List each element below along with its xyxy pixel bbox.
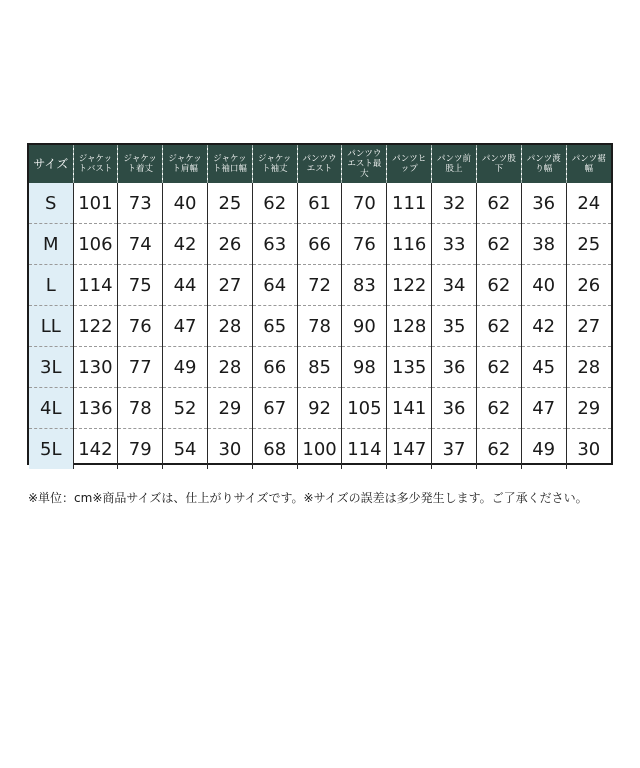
- measurement-cell: 62: [476, 265, 521, 306]
- measurement-cell: 62: [476, 306, 521, 347]
- measurement-cell: 62: [476, 224, 521, 265]
- measurement-cell: 114: [73, 265, 118, 306]
- measurement-cell: 62: [476, 429, 521, 470]
- measurement-cell: 128: [387, 306, 432, 347]
- measurement-cell: 35: [432, 306, 477, 347]
- measurement-cell: 122: [73, 306, 118, 347]
- measurement-cell: 40: [521, 265, 566, 306]
- measurement-cell: 101: [73, 183, 118, 224]
- measurement-cell: 83: [342, 265, 387, 306]
- measurement-cell: 85: [297, 347, 342, 388]
- measurement-cell: 105: [342, 388, 387, 429]
- table-header-row: [29, 145, 611, 183]
- measurement-cell: 45: [521, 347, 566, 388]
- measurement-cell: 75: [118, 265, 163, 306]
- header-cell: パンツ裾幅: [566, 145, 611, 183]
- measurement-cell: 27: [207, 265, 252, 306]
- table-row: [29, 306, 611, 347]
- header-size: サイズ: [29, 145, 73, 183]
- measurement-cell: 49: [521, 429, 566, 470]
- header-cell: ジャケット袖口幅: [207, 145, 252, 183]
- measurement-cell: 38: [521, 224, 566, 265]
- measurement-cell: 62: [252, 183, 297, 224]
- measurement-cell: 49: [163, 347, 208, 388]
- measurement-cell: 28: [207, 306, 252, 347]
- measurement-cell: 25: [566, 224, 611, 265]
- measurement-cell: 100: [297, 429, 342, 470]
- measurement-cell: 63: [252, 224, 297, 265]
- measurement-cell: 90: [342, 306, 387, 347]
- measurement-cell: 47: [521, 388, 566, 429]
- measurement-cell: 98: [342, 347, 387, 388]
- measurement-cell: 78: [297, 306, 342, 347]
- measurement-cell: 33: [432, 224, 477, 265]
- measurement-cell: 73: [118, 183, 163, 224]
- measurement-cell: 28: [207, 347, 252, 388]
- measurement-cell: 79: [118, 429, 163, 470]
- header-cell: ジャケット袖丈: [252, 145, 297, 183]
- measurement-cell: 65: [252, 306, 297, 347]
- size-label-cell: LL: [29, 306, 73, 347]
- header-cell: ジャケット肩幅: [163, 145, 208, 183]
- measurement-cell: 61: [297, 183, 342, 224]
- measurement-cell: 147: [387, 429, 432, 470]
- measurement-cell: 136: [73, 388, 118, 429]
- measurement-cell: 74: [118, 224, 163, 265]
- measurement-cell: 76: [118, 306, 163, 347]
- measurement-cell: 116: [387, 224, 432, 265]
- size-label-cell: 5L: [29, 429, 73, 470]
- measurement-cell: 29: [566, 388, 611, 429]
- measurement-cell: 62: [476, 347, 521, 388]
- measurement-cell: 135: [387, 347, 432, 388]
- measurement-cell: 52: [163, 388, 208, 429]
- table-row: [29, 347, 611, 388]
- measurement-cell: 67: [252, 388, 297, 429]
- size-label-cell: 3L: [29, 347, 73, 388]
- measurement-cell: 68: [252, 429, 297, 470]
- size-label-cell: M: [29, 224, 73, 265]
- table-row: [29, 224, 611, 265]
- header-cell: パンツ前股上: [432, 145, 477, 183]
- measurement-cell: 42: [521, 306, 566, 347]
- measurement-cell: 26: [566, 265, 611, 306]
- measurement-cell: 44: [163, 265, 208, 306]
- measurement-cell: 66: [252, 347, 297, 388]
- measurement-cell: 36: [432, 347, 477, 388]
- table-row: [29, 388, 611, 429]
- measurement-cell: 111: [387, 183, 432, 224]
- measurement-cell: 54: [163, 429, 208, 470]
- table-row: [29, 429, 611, 470]
- measurement-cell: 77: [118, 347, 163, 388]
- table-row: [29, 183, 611, 224]
- measurement-cell: 30: [566, 429, 611, 470]
- measurement-cell: 29: [207, 388, 252, 429]
- measurement-cell: 24: [566, 183, 611, 224]
- measurement-cell: 34: [432, 265, 477, 306]
- measurement-cell: 141: [387, 388, 432, 429]
- header-cell: パンツ渡り幅: [521, 145, 566, 183]
- measurement-cell: 142: [73, 429, 118, 470]
- table-row: [29, 265, 611, 306]
- measurement-cell: 30: [207, 429, 252, 470]
- measurement-cell: 40: [163, 183, 208, 224]
- measurement-cell: 47: [163, 306, 208, 347]
- header-cell: パンツ股下: [476, 145, 521, 183]
- measurement-cell: 62: [476, 183, 521, 224]
- measurement-cell: 92: [297, 388, 342, 429]
- measurement-cell: 28: [566, 347, 611, 388]
- measurement-cell: 66: [297, 224, 342, 265]
- measurement-cell: 72: [297, 265, 342, 306]
- size-label-cell: 4L: [29, 388, 73, 429]
- measurement-cell: 36: [521, 183, 566, 224]
- header-cell: パンツヒップ: [387, 145, 432, 183]
- measurement-cell: 32: [432, 183, 477, 224]
- measurement-cell: 76: [342, 224, 387, 265]
- measurement-cell: 70: [342, 183, 387, 224]
- measurement-cell: 26: [207, 224, 252, 265]
- header-cell: ジャケット着丈: [118, 145, 163, 183]
- measurement-cell: 106: [73, 224, 118, 265]
- measurement-cell: 122: [387, 265, 432, 306]
- size-chart: [27, 143, 613, 465]
- size-table: [29, 145, 611, 469]
- measurement-cell: 114: [342, 429, 387, 470]
- measurement-cell: 25: [207, 183, 252, 224]
- header-cell: ジャケットバスト: [73, 145, 118, 183]
- header-cell: パンツウエスト最大: [342, 145, 387, 183]
- measurement-cell: 37: [432, 429, 477, 470]
- measurement-cell: 27: [566, 306, 611, 347]
- size-note: ※単位：cm※商品サイズは、仕上がりサイズです。※サイズの誤差は多少発生します。ご了承ください。: [28, 491, 588, 505]
- size-label-cell: L: [29, 265, 73, 306]
- measurement-cell: 62: [476, 388, 521, 429]
- measurement-cell: 130: [73, 347, 118, 388]
- measurement-cell: 42: [163, 224, 208, 265]
- measurement-cell: 64: [252, 265, 297, 306]
- size-label-cell: S: [29, 183, 73, 224]
- table-body: [29, 183, 611, 469]
- measurement-cell: 36: [432, 388, 477, 429]
- header-cell: パンツウエスト: [297, 145, 342, 183]
- measurement-cell: 78: [118, 388, 163, 429]
